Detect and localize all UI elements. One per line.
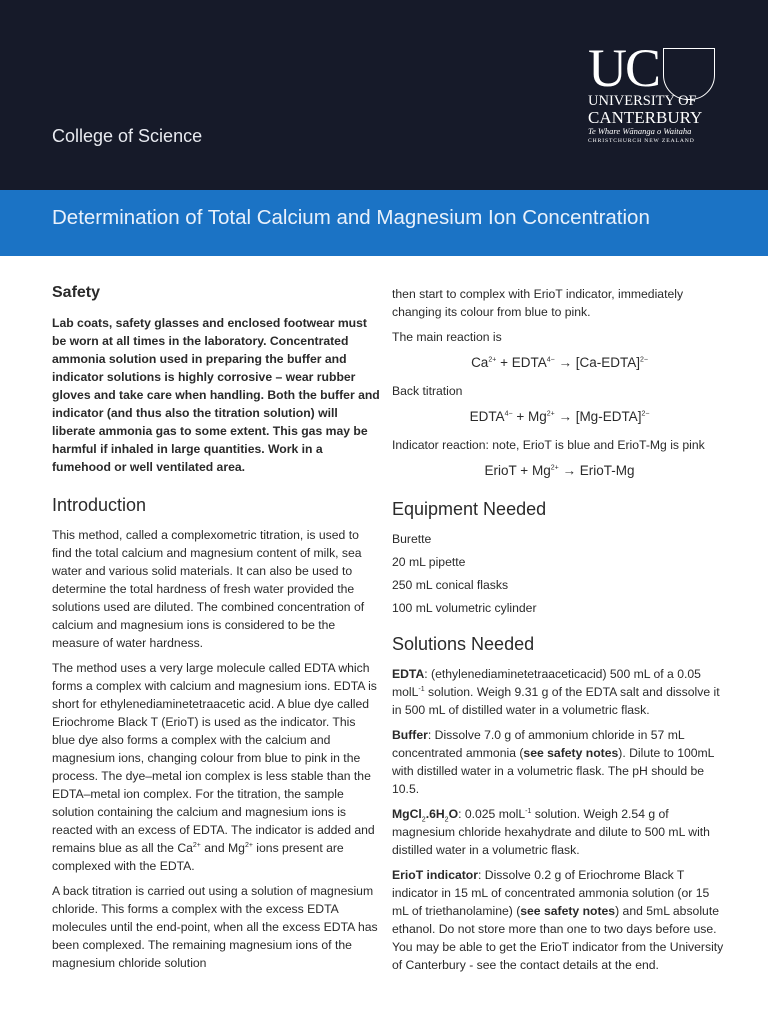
text-segment: ). Dilute to 100mL with distilled water in a volumetric flask. The pH should be 10.5.: [392, 746, 715, 796]
logo-line2: CANTERBURY: [588, 108, 703, 127]
solution-buffer: [392, 726, 727, 798]
solution-edta: [392, 665, 727, 719]
text-segment: + EDTA: [496, 355, 547, 370]
safety-heading: Safety: [52, 284, 101, 301]
sub-text: 2: [421, 816, 426, 824]
solutions-heading: Solutions Needed: [392, 634, 535, 654]
text-segment: EDTA: [469, 409, 505, 424]
back-titration-label: Back titration: [392, 384, 463, 398]
sup-text: 2+: [546, 410, 555, 418]
sup-text: 2−: [639, 356, 648, 364]
text-segment: : 0.025 molL: [458, 807, 526, 821]
sub-text: 2: [444, 816, 449, 824]
bold-text: EDTA: [392, 667, 425, 681]
intro-continuation: then start to complex with ErioT indicator, immediately changing its colour from blue to pink.: [392, 287, 684, 319]
bold-text: ErioT indicator: [392, 868, 478, 882]
sup-text: -1: [525, 807, 532, 815]
indicator-reaction-label: Indicator reaction: note, ErioT is blue and ErioT-Mg is pink: [392, 438, 705, 452]
sup-text: 2+: [488, 356, 497, 364]
text-segment: : Dissolve 7.0 g of ammonium chloride in 57 mL concentrated ammonia (: [392, 728, 685, 760]
bold-text: Buffer: [392, 728, 428, 742]
solution-mgcl2: [392, 805, 727, 859]
main-reaction-label: The main reaction is: [392, 330, 502, 344]
document-title: Determination of Total Calcium and Magnesium Ion Concentration: [52, 206, 650, 229]
equation-indicator: [392, 462, 727, 480]
bold-text: MgCl: [392, 807, 422, 821]
sup-text: 2+: [244, 841, 253, 849]
introduction-heading: Introduction: [52, 495, 147, 515]
intro-paragraph: [52, 659, 380, 875]
solution-eriot: [392, 866, 727, 974]
intro-paragraph: [52, 526, 380, 652]
logo-line1: UNIVERSITY OF: [588, 93, 697, 109]
text-segment: + Mg: [512, 409, 547, 424]
equipment-heading: Equipment Needed: [392, 499, 547, 519]
text-segment: : Dissolve 0.2 g of Eriochrome Black T indicator in 15 mL of concentrated ammonia solution (or 15 mL of triethanolamine) (: [392, 868, 710, 918]
header: [0, 0, 768, 190]
text-segment: ErioT + Mg: [484, 463, 551, 478]
bold-text: see safety notes: [523, 746, 619, 760]
text-segment: → [Ca-EDTA]: [554, 355, 640, 370]
title-band: [0, 190, 768, 256]
crest-icon: [663, 48, 715, 100]
equipment-item: 100 mL volumetric cylinder: [392, 601, 537, 615]
text-segment: ions present are complexed with the EDTA.: [52, 841, 344, 873]
text-segment: The method uses a very large molecule called EDTA which forms a complex with calcium and magnesium ions. EDTA is short for ethylenediaminetetraacetic acid. A blue dye called Eriochrome Black T (ErioT) is used as the indicator. This blue dye also forms a complex with the calcium and magnesium ions, changing colour from blue to pink in the process. The dye–metal ion complex is less stable than the EDTA–metal ion complex. For the titration, the sample solution containing the calcium and magnesium ions is reacted with an excess of EDTA. The indicator is added and remains blue as all the Ca: [52, 661, 377, 855]
intro-paragraph: [52, 882, 380, 972]
left-column: [52, 284, 380, 979]
equation-main: [392, 354, 727, 372]
sup-text: 2+: [192, 841, 201, 849]
bold-text: O: [448, 807, 459, 821]
text-segment: → [Mg-EDTA]: [554, 409, 642, 424]
equipment-list: [392, 530, 727, 617]
text-segment: solution. Weigh 9.31 g of the EDTA salt and dissolve it in 500 mL of distilled water in a volumetric flask.: [392, 685, 720, 717]
sup-text: 2−: [641, 410, 650, 418]
college-name: College of Science: [52, 126, 203, 146]
logo-uc: UC: [588, 38, 660, 98]
text-segment: Ca: [471, 355, 489, 370]
text-segment: → ErioT-Mg: [558, 463, 635, 478]
university-logo: [588, 38, 718, 145]
right-column: [392, 285, 727, 981]
sup-text: -1: [418, 685, 425, 693]
sup-text: 2+: [550, 464, 559, 472]
logo-line4: CHRISTCHURCH NEW ZEALAND: [588, 138, 695, 144]
safety-text: Lab coats, safety glasses and enclosed footwear must be worn at all times in the laboratory. Concentrated ammonia solution used in preparing the buffer and indicator solutions is highly corrosive – wear rubber gloves and take care when handling. Both the buffer and indicator (and thus also the titration solution) will liberate ammonia gas to some extent. This gas may be harmful if inhaled in large quantities. Work in a fumehood or well ventilated area.: [52, 316, 380, 474]
equation-back: [392, 408, 727, 426]
logo-line3: Te Whare Wānanga o Waitaha: [588, 126, 692, 136]
equipment-item: 20 mL pipette: [392, 555, 466, 569]
text-segment: solution. Weigh 2.54 g of magnesium chloride hexahydrate and dilute to 500 mL with distilled water in a volumetric flask.: [392, 807, 710, 857]
sup-text: 4−: [546, 356, 555, 364]
equipment-item: Burette: [392, 532, 432, 546]
text-segment: This method, called a complexometric titration, is used to find the total calcium and magnesium content of milk, sea water and various solid materials. It can also be used to determine the total hardness of fresh water provided the solutions used are diluted. The combined concentration of calcium and magnesium ions is considered to be the measure of water hardness.: [52, 528, 365, 650]
text-segment: ) and 5mL absolute ethanol. Do not store more than one to two days before use. You may be able to get the ErioT indicator from the University of Canterbury - see the contact details at the end.: [392, 904, 724, 972]
text-segment: : (ethylenediaminetetraaceticacid) 500 mL of a 0.05 molL: [392, 667, 701, 699]
text-segment: and Mg: [200, 841, 245, 855]
bold-text: .6H: [425, 807, 445, 821]
sup-text: 4−: [504, 410, 513, 418]
equipment-item: 250 mL conical flasks: [392, 578, 509, 592]
text-segment: A back titration is carried out using a solution of magnesium chloride. This forms a complex with the excess EDTA molecules until the end-point, when all the excess EDTA has been complexed. The remaining magnesium ions of the magnesium chloride solution: [52, 884, 378, 970]
bold-text: see safety notes: [520, 904, 616, 918]
